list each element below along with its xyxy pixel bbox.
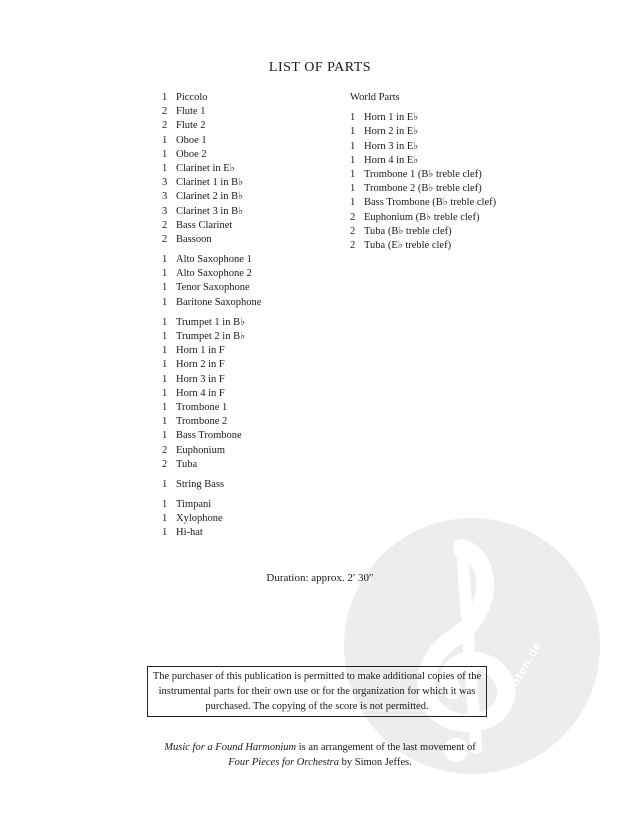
part-name: Bass Clarinet — [176, 219, 233, 231]
source-title: Four Pieces for Orchestra — [228, 757, 339, 768]
part-name: Trombone 2 — [176, 416, 228, 428]
part-count: 2 — [162, 106, 168, 118]
part-name: Horn 3 in E♭ — [364, 140, 419, 152]
page-title: LIST OF PARTS — [268, 60, 372, 75]
part-name: Trombone 1 (B♭ treble clef) — [364, 168, 482, 180]
part-name: Bassoon — [176, 233, 212, 245]
part-count: 1 — [162, 430, 168, 442]
part-count: 1 — [162, 373, 168, 385]
part-count: 3 — [162, 191, 168, 203]
part-count: 2 — [162, 219, 168, 231]
part-count: 1 — [162, 316, 168, 328]
part-name: Horn 1 in F — [176, 345, 225, 357]
part-name: Bass Trombone (B♭ treble clef) — [364, 197, 497, 209]
world-parts-list — [350, 91, 496, 253]
part-count: 1 — [162, 478, 168, 490]
part-item — [350, 111, 496, 125]
part-name: Flute 2 — [176, 120, 206, 132]
part-name: Horn 4 in F — [176, 387, 225, 399]
part-count: 1 — [162, 92, 168, 103]
part-name: Horn 1 in E♭ — [364, 112, 419, 124]
part-count: 2 — [350, 225, 356, 237]
part-count: 1 — [162, 296, 168, 308]
part-count: 1 — [162, 331, 168, 342]
credit-text-2: by Simon Jeffes. — [338, 757, 412, 768]
part-name: Trumpet 1 in B♭ — [176, 316, 246, 328]
part-count: 1 — [162, 134, 168, 146]
woodwind-group — [162, 91, 261, 247]
part-item — [350, 211, 496, 225]
part-name: Hi-hat — [176, 527, 203, 539]
part-item — [162, 358, 261, 372]
part-item — [162, 415, 261, 429]
part-name: Baritone Saxophone — [176, 296, 262, 308]
part-name: Trumpet 2 in B♭ — [176, 331, 246, 342]
part-name: Clarinet 2 in B♭ — [176, 191, 244, 203]
part-count: 1 — [162, 416, 168, 428]
part-item — [162, 119, 261, 133]
part-name: String Bass — [176, 478, 225, 490]
part-item — [162, 267, 261, 281]
part-item — [162, 344, 261, 358]
part-name: Flute 1 — [176, 106, 206, 118]
part-count: 1 — [162, 359, 168, 371]
part-name: Horn 4 in E♭ — [364, 154, 419, 166]
part-name: Trombone 1 — [176, 401, 228, 413]
part-count: 1 — [350, 168, 356, 180]
part-name: Horn 2 in F — [176, 359, 225, 371]
part-name: Clarinet in E♭ — [176, 162, 235, 174]
part-count: 1 — [162, 345, 168, 357]
part-name: Xylophone — [176, 513, 223, 525]
part-name: Tuba — [176, 458, 198, 470]
part-name: Alto Saxophone 2 — [176, 268, 252, 280]
part-count: 2 — [350, 239, 356, 251]
part-name: Timpani — [176, 499, 212, 511]
part-name: Tenor Saxophone — [176, 282, 250, 294]
part-item — [162, 316, 261, 330]
part-count: 1 — [162, 527, 168, 539]
part-item — [162, 429, 261, 443]
part-item — [350, 125, 496, 139]
part-count: 2 — [162, 233, 168, 245]
part-count: 1 — [162, 513, 168, 525]
part-name: Oboe 1 — [176, 134, 207, 146]
part-item — [350, 196, 496, 210]
part-count: 1 — [350, 154, 356, 166]
part-count: 1 — [162, 148, 168, 160]
part-item — [162, 233, 261, 247]
part-item — [162, 134, 261, 148]
part-name: Tuba (E♭ treble clef) — [364, 239, 452, 251]
part-item — [162, 401, 261, 415]
part-item — [162, 105, 261, 119]
part-name: Euphonium — [176, 444, 225, 456]
duration-text: Duration: approx. 2′ 30″ — [266, 572, 374, 584]
part-count: 3 — [162, 205, 168, 217]
part-item — [162, 162, 261, 176]
part-count: 1 — [350, 126, 356, 138]
part-item — [162, 526, 261, 540]
part-item — [162, 190, 261, 204]
part-count: 1 — [162, 282, 168, 294]
part-count: 1 — [350, 140, 356, 152]
part-name: Euphonium (B♭ treble clef) — [364, 211, 480, 223]
treble-clef-icon — [344, 518, 600, 774]
part-count: 2 — [162, 120, 168, 132]
part-item — [162, 330, 261, 344]
part-item — [162, 498, 261, 512]
part-name: Clarinet 1 in B♭ — [176, 177, 244, 189]
part-count: 2 — [162, 444, 168, 456]
part-count: 3 — [162, 177, 168, 189]
part-count: 1 — [350, 112, 356, 124]
part-item — [350, 182, 496, 196]
part-item — [162, 148, 261, 162]
part-count: 1 — [162, 499, 168, 511]
part-count: 1 — [162, 254, 168, 266]
part-item — [162, 205, 261, 219]
saxophone-group — [162, 253, 261, 310]
work-title: Music for a Found Harmonium — [164, 742, 297, 753]
part-name: Alto Saxophone 1 — [176, 254, 252, 266]
part-item — [350, 239, 496, 253]
part-item — [162, 219, 261, 233]
copyright-notice: The purchaser of this publication is permitted to make additional copies of the instrumental parts for their own use or for the organization for which it was purchased. The copying of the score is not permitted. — [147, 666, 487, 717]
part-count: 1 — [162, 387, 168, 399]
arrangement-credit — [0, 740, 640, 770]
part-item — [162, 281, 261, 295]
part-name: Trombone 2 (B♭ treble clef) — [364, 183, 482, 195]
part-name: Horn 2 in E♭ — [364, 126, 419, 138]
watermark-text: alle-noten.de — [489, 638, 545, 721]
part-name: Tuba (B♭ treble clef) — [364, 225, 452, 237]
watermark — [344, 518, 600, 774]
part-count: 1 — [162, 268, 168, 280]
part-item — [162, 296, 261, 310]
string-group — [162, 478, 261, 492]
part-item — [162, 387, 261, 401]
part-item — [162, 478, 261, 492]
part-item — [162, 253, 261, 267]
part-name: Oboe 2 — [176, 148, 207, 160]
part-item — [162, 444, 261, 458]
part-item — [162, 512, 261, 526]
credit-text-1: is an arrangement of the last movement of — [296, 742, 476, 753]
parts-list — [162, 91, 261, 547]
part-count: 2 — [350, 211, 356, 223]
part-name: Bass Trombone — [176, 430, 242, 442]
world-parts-heading: World Parts — [350, 92, 400, 103]
part-count: 2 — [162, 458, 168, 470]
part-count: 1 — [350, 197, 356, 209]
part-item — [350, 154, 496, 168]
part-item — [350, 168, 496, 182]
part-count: 1 — [162, 401, 168, 413]
part-name: Clarinet 3 in B♭ — [176, 205, 244, 217]
part-name: Piccolo — [176, 92, 208, 103]
part-item — [350, 140, 496, 154]
part-count: 1 — [350, 183, 356, 195]
brass-group — [162, 316, 261, 472]
percussion-group — [162, 498, 261, 541]
part-item — [350, 225, 496, 239]
part-item — [162, 373, 261, 387]
part-item — [162, 176, 261, 190]
part-item — [162, 458, 261, 472]
part-item — [162, 91, 261, 105]
part-count: 1 — [162, 162, 168, 174]
part-name: Horn 3 in F — [176, 373, 225, 385]
